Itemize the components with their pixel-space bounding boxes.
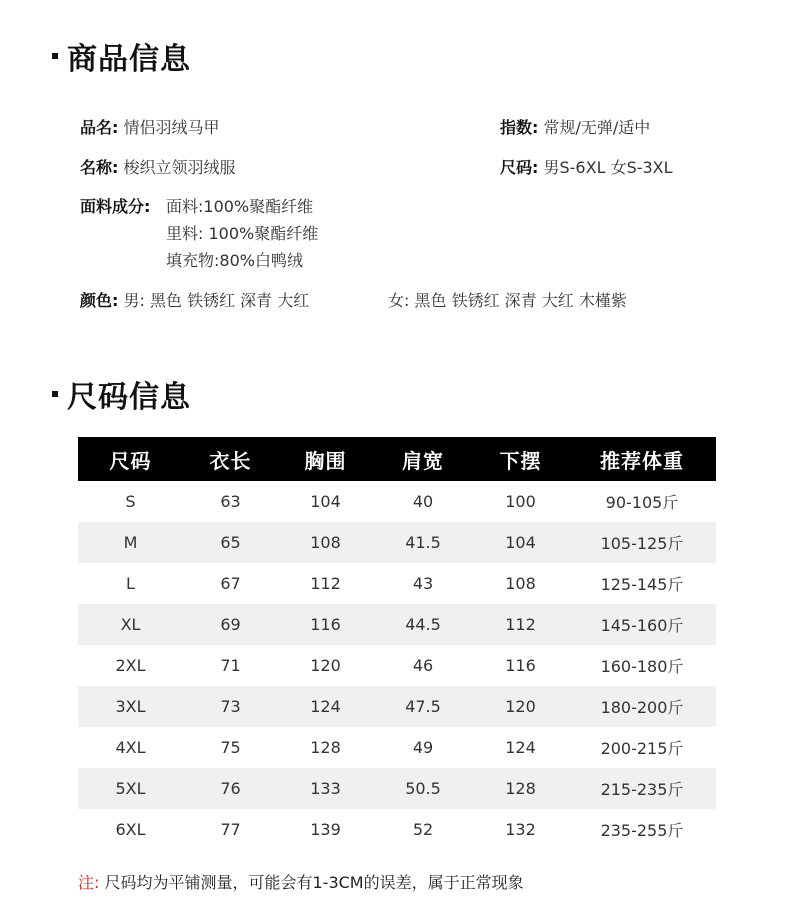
cell-shoulder: 52 <box>412 820 434 839</box>
cell-weight: 180-200斤 <box>568 686 716 727</box>
cell-hem: 132 <box>505 820 536 839</box>
cell-length: 73 <box>183 686 278 727</box>
cell-weight: 125-145斤 <box>600 575 684 594</box>
header-weight: 推荐体重 <box>568 437 716 481</box>
cell-shoulder: 44.5 <box>373 604 473 645</box>
fabric-row <box>80 194 150 217</box>
cell-weight: 215-235斤 <box>568 768 716 809</box>
product-title-value: 梭织立领羽绒服 <box>123 158 236 177</box>
cell-weight: 160-180斤 <box>600 657 684 676</box>
product-title-label: 名称: <box>80 158 119 177</box>
cell-chest: 124 <box>278 686 373 727</box>
cell-size: XL <box>78 604 183 645</box>
cell-chest: 108 <box>278 522 373 563</box>
table-row <box>78 686 716 727</box>
cell-hem: 104 <box>473 522 568 563</box>
color-women-row <box>388 288 627 311</box>
cell-length: 71 <box>220 656 241 675</box>
cell-hem: 124 <box>505 738 536 757</box>
product-name-row <box>80 115 220 138</box>
product-info-heading <box>52 34 191 78</box>
product-name-label: 品名: <box>80 118 119 137</box>
color-women: 女: 黑色 铁锈红 深青 大红 木槿紫 <box>388 291 627 310</box>
cell-length: 67 <box>220 574 241 593</box>
heading-bullet <box>52 391 58 397</box>
cell-shoulder: 50.5 <box>373 768 473 809</box>
table-row <box>78 481 716 522</box>
cell-hem: 120 <box>473 686 568 727</box>
cell-weight: 145-160斤 <box>568 604 716 645</box>
cell-hem: 108 <box>505 574 536 593</box>
cell-weight: 105-125斤 <box>568 522 716 563</box>
cell-size: 3XL <box>78 686 183 727</box>
cell-chest: 120 <box>310 656 341 675</box>
table-row <box>78 809 716 850</box>
product-name-value: 情侣羽绒马甲 <box>123 118 220 137</box>
cell-length: 77 <box>220 820 241 839</box>
cell-shoulder: 41.5 <box>373 522 473 563</box>
table-row <box>78 727 716 768</box>
cell-chest: 128 <box>310 738 341 757</box>
cell-size: 6XL <box>115 820 146 839</box>
header-length: 衣长 <box>183 437 278 481</box>
cell-size: 4XL <box>115 738 146 757</box>
product-index-row <box>500 115 650 138</box>
cell-shoulder: 49 <box>412 738 434 757</box>
fabric-line-lining: 里料: 100%聚酯纤维 <box>166 224 319 243</box>
cell-length: 65 <box>183 522 278 563</box>
cell-length: 76 <box>183 768 278 809</box>
cell-length: 63 <box>220 492 241 511</box>
cell-hem: 128 <box>473 768 568 809</box>
table-row <box>78 604 716 645</box>
table-row <box>78 522 716 563</box>
cell-weight: 235-255斤 <box>600 821 684 840</box>
cell-shoulder: 43 <box>412 574 434 593</box>
size-info-title: 尺码信息 <box>67 380 191 415</box>
product-title-row <box>80 155 236 178</box>
table-row <box>78 768 716 809</box>
note-prefix: 注: <box>78 873 100 892</box>
color-men: 男: 黑色 铁锈红 深青 大红 <box>123 291 310 310</box>
product-size-value: 男S-6XL 女S-3XL <box>543 158 673 177</box>
header-hem: 下摆 <box>473 437 568 481</box>
note-text: 尺码均为平铺测量，可能会有1-3CM的误差，属于正常现象 <box>104 873 524 892</box>
cell-hem: 116 <box>505 656 536 675</box>
product-size-label: 尺码: <box>500 158 539 177</box>
cell-shoulder: 46 <box>412 656 434 675</box>
color-label: 颜色: <box>80 291 119 310</box>
product-info-title: 商品信息 <box>67 42 191 77</box>
cell-shoulder: 47.5 <box>373 686 473 727</box>
cell-size: 5XL <box>78 768 183 809</box>
cell-chest: 112 <box>310 574 341 593</box>
table-row <box>78 645 716 686</box>
cell-weight: 90-105斤 <box>605 493 679 512</box>
fabric-label: 面料成分: <box>80 197 151 216</box>
header-shoulder: 肩宽 <box>373 437 473 481</box>
size-table-header <box>78 437 716 481</box>
header-size: 尺码 <box>78 437 183 481</box>
fabric-line-outer: 面料:100%聚酯纤维 <box>166 197 314 216</box>
color-row <box>80 288 309 311</box>
cell-size: 2XL <box>115 656 146 675</box>
size-info-heading <box>52 372 191 416</box>
product-index-label: 指数: <box>500 118 539 137</box>
header-chest: 胸围 <box>278 437 373 481</box>
cell-length: 69 <box>183 604 278 645</box>
cell-hem: 112 <box>473 604 568 645</box>
cell-hem: 100 <box>505 492 536 511</box>
cell-size: S <box>125 492 136 511</box>
heading-bullet <box>52 53 58 59</box>
size-table <box>78 437 716 850</box>
cell-chest: 116 <box>278 604 373 645</box>
product-index-value: 常规/无弹/适中 <box>543 118 651 137</box>
product-size-row <box>500 155 673 178</box>
cell-size: L <box>126 574 135 593</box>
cell-chest: 139 <box>310 820 341 839</box>
table-row <box>78 563 716 604</box>
cell-chest: 133 <box>278 768 373 809</box>
cell-length: 75 <box>220 738 241 757</box>
cell-size: M <box>78 522 183 563</box>
cell-chest: 104 <box>310 492 341 511</box>
measurement-note <box>78 870 524 893</box>
cell-shoulder: 40 <box>412 492 434 511</box>
cell-weight: 200-215斤 <box>600 739 684 758</box>
fabric-line-filling: 填充物:80%白鸭绒 <box>166 251 303 270</box>
